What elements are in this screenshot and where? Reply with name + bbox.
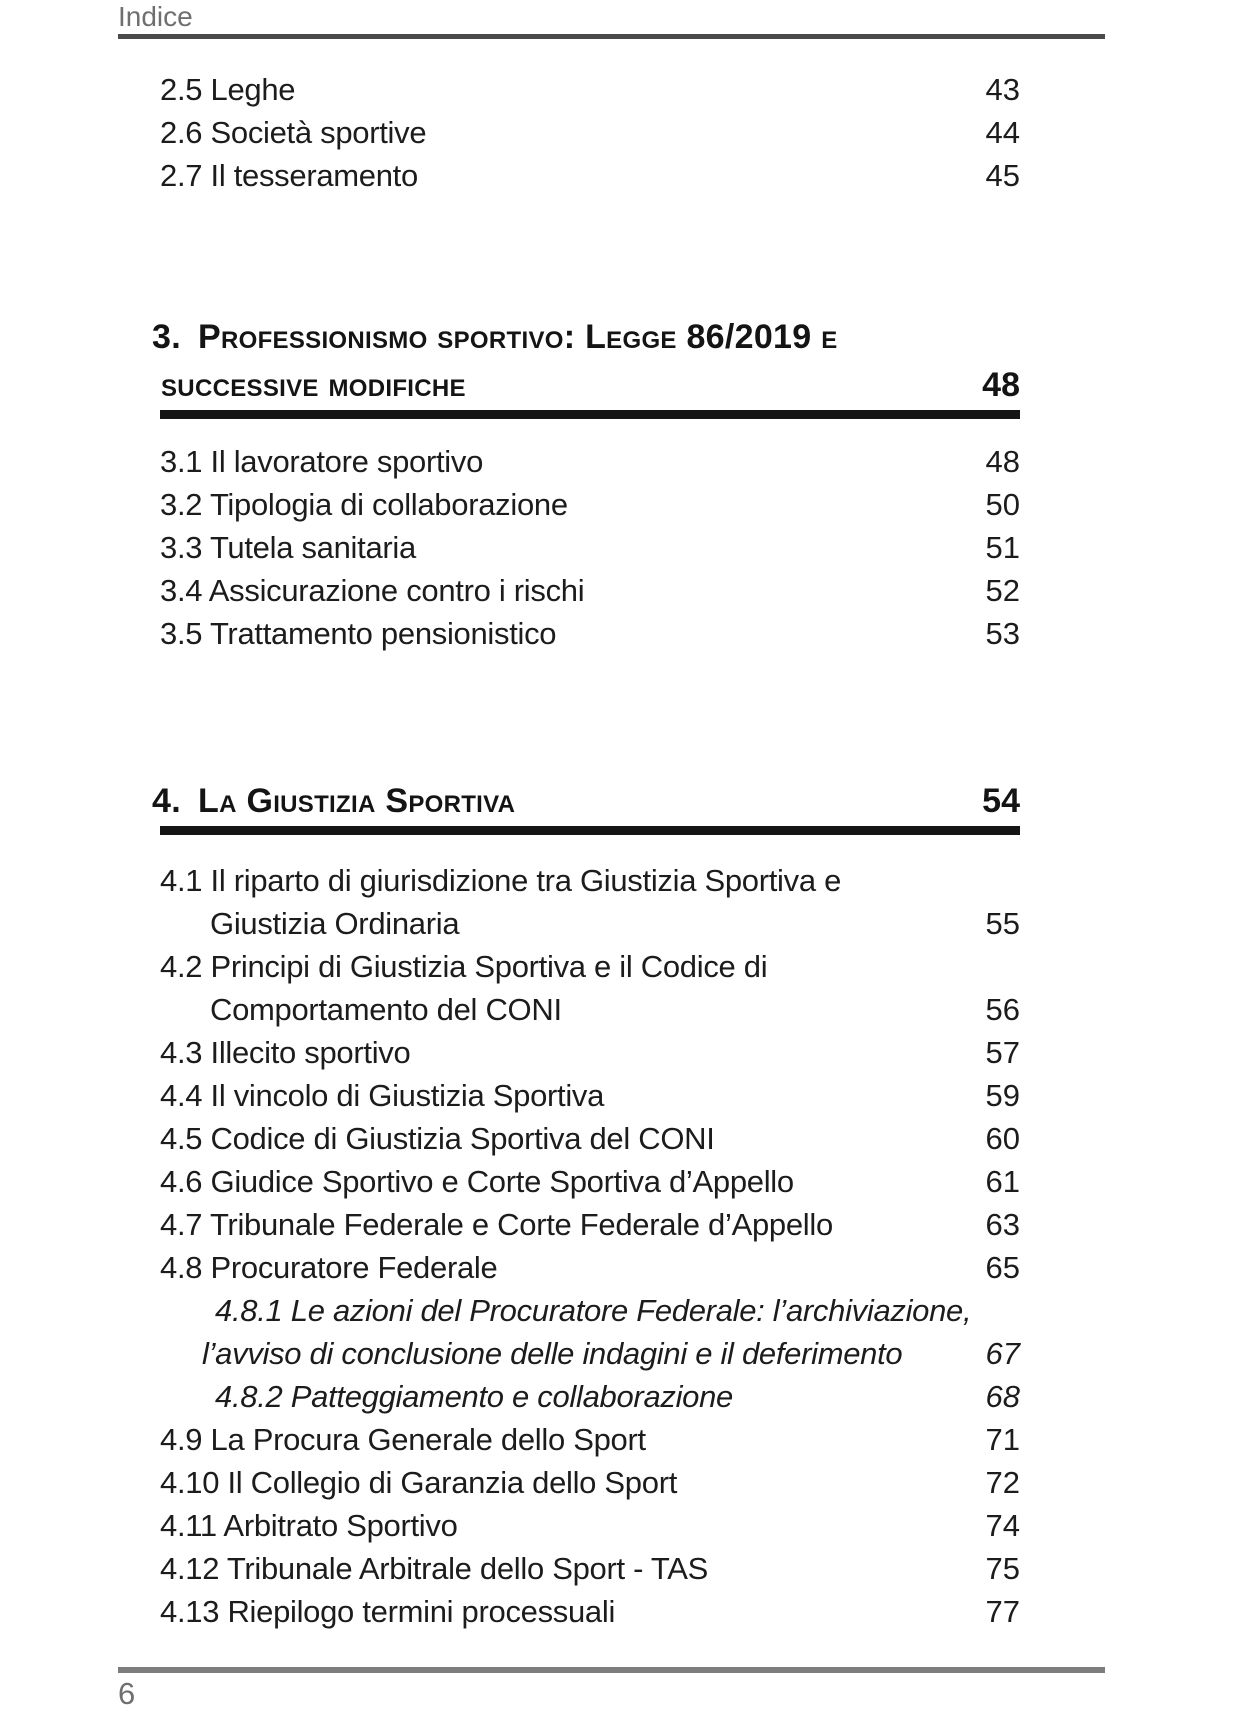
entry-page-number: 60: [985, 1121, 1020, 1156]
page-number: 6: [118, 1676, 136, 1711]
entry-page-number: 53: [985, 616, 1020, 651]
entry-label: 4.8 Procuratore Federale: [160, 1250, 498, 1285]
entry-label: 4.8.2 Patteggiamento e collaborazione: [215, 1379, 733, 1414]
section-heading: [152, 777, 1020, 825]
section-number: 4.: [152, 782, 181, 820]
entry-page-number: 59: [985, 1078, 1020, 1113]
toc-entries: [160, 68, 1020, 197]
header-rule: [118, 34, 1105, 39]
entry-label: 4.12 Tribunale Arbitrale dello Sport - TAS: [160, 1551, 709, 1586]
entry-page-number: 67: [985, 1336, 1020, 1371]
entry-page-number: 52: [985, 573, 1020, 608]
entry-page-number: 72: [985, 1465, 1020, 1500]
entry-label: 4.3 Illecito sportivo: [160, 1035, 411, 1070]
toc-entry: [160, 1160, 1020, 1203]
entry-label: 4.11 Arbitrato Sportivo: [160, 1508, 458, 1543]
section-heading-line: [152, 777, 1020, 825]
toc-entry: [160, 1375, 1020, 1418]
toc-entry: [160, 1461, 1020, 1504]
section-rule: [160, 410, 1020, 419]
section-title: Professionismo sportivo: Legge 86/2019 e: [198, 318, 838, 356]
section-heading: [152, 313, 1020, 409]
toc-entry: [160, 1590, 1020, 1633]
entry-label: 4.13 Riepilogo termini processuali: [160, 1594, 616, 1629]
entry-label: 2.7 Il tesseramento: [160, 158, 418, 193]
toc-entries: [160, 859, 1020, 1633]
toc-entry: [160, 859, 1020, 945]
toc-entry: [160, 1246, 1020, 1289]
entry-page-number: 50: [985, 487, 1020, 522]
toc-entry: [160, 569, 1020, 612]
running-header-title: Indice: [118, 1, 193, 32]
toc-entry: [160, 1031, 1020, 1074]
section-title: La Giustizia Sportiva: [198, 782, 516, 820]
toc-entry: [160, 526, 1020, 569]
toc-entry: [160, 945, 1020, 1031]
section-page-number: 48: [982, 366, 1020, 404]
section-number: 3.: [152, 318, 181, 356]
entry-page-number: 68: [985, 1379, 1020, 1414]
entry-page-number: 75: [985, 1551, 1020, 1586]
entry-page-number: 44: [985, 115, 1020, 150]
entry-label: 4.6 Giudice Sportivo e Corte Sportiva d’Appello: [160, 1164, 794, 1199]
entry-label: 4.7 Tribunale Federale e Corte Federale d’Appello: [160, 1207, 833, 1242]
entry-label: 4.9 La Procura Generale dello Sport: [160, 1422, 646, 1457]
entry-page-number: 43: [985, 72, 1020, 107]
entry-label: 3.2 Tipologia di collaborazione: [160, 487, 568, 522]
entry-label: 4.8.1 Le azioni del Procuratore Federale: l’archiviazione,: [215, 1293, 972, 1328]
toc-entry: [160, 440, 1020, 483]
entry-label-continued: Giustizia Ordinaria: [210, 906, 460, 941]
entry-page-number: 77: [985, 1594, 1020, 1629]
toc-entry: [160, 483, 1020, 526]
toc-section-chapter-2: [160, 68, 1020, 197]
section-rule: [160, 826, 1020, 835]
toc-entry: [160, 1203, 1020, 1246]
entry-page-number: 57: [985, 1035, 1020, 1070]
toc-entry: [160, 1504, 1020, 1547]
entry-label: 4.4 Il vincolo di Giustizia Sportiva: [160, 1078, 605, 1113]
entry-label-continued: l’avviso di conclusione delle indagini e il deferimento: [202, 1336, 903, 1371]
toc-entry: [160, 111, 1020, 154]
entry-page-number: 61: [985, 1164, 1020, 1199]
entry-page-number: 48: [985, 444, 1020, 479]
entry-page-number: 71: [985, 1422, 1020, 1457]
entry-label: 4.1 Il riparto di giurisdizione tra Giustizia Sportiva e: [160, 863, 842, 898]
toc-entry: [160, 612, 1020, 655]
toc-entry: [160, 1418, 1020, 1461]
entry-page-number: 55: [985, 906, 1020, 941]
running-header: [118, 1, 193, 33]
footer-rule: [118, 1667, 1105, 1673]
entry-label: 3.3 Tutela sanitaria: [160, 530, 416, 565]
entry-label: 2.6 Società sportive: [160, 115, 427, 150]
section-heading-line: [152, 313, 1020, 361]
toc-entry: [160, 1547, 1020, 1590]
section-page-number: 54: [982, 782, 1020, 820]
entry-page-number: 63: [985, 1207, 1020, 1242]
entry-label: 4.2 Principi di Giustizia Sportiva e il Codice di: [160, 949, 768, 984]
toc-section-chapter-4: [152, 777, 1020, 1633]
toc-entries: [160, 440, 1020, 655]
toc-entry: [160, 68, 1020, 111]
toc-entry: [160, 1289, 1020, 1375]
entry-page-number: 74: [985, 1508, 1020, 1543]
entry-label: 3.4 Assicurazione contro i rischi: [160, 573, 585, 608]
entry-page-number: 51: [985, 530, 1020, 565]
toc-section-chapter-3: [152, 313, 1020, 655]
entry-page-number: 56: [985, 992, 1020, 1027]
toc-entry: [160, 154, 1020, 197]
toc-entry: [160, 1117, 1020, 1160]
entry-label: 4.10 Il Collegio di Garanzia dello Sport: [160, 1465, 678, 1500]
entry-label: 3.5 Trattamento pensionistico: [160, 616, 557, 651]
entry-label: 2.5 Leghe: [160, 72, 296, 107]
entry-label: 4.5 Codice di Giustizia Sportiva del CONI: [160, 1121, 715, 1156]
entry-page-number: 65: [985, 1250, 1020, 1285]
toc-entry: [160, 1074, 1020, 1117]
section-title-continued: successive modifiche: [161, 366, 466, 404]
entry-page-number: 45: [985, 158, 1020, 193]
entry-label: 3.1 Il lavoratore sportivo: [160, 444, 484, 479]
entry-label-continued: Comportamento del CONI: [210, 992, 562, 1027]
